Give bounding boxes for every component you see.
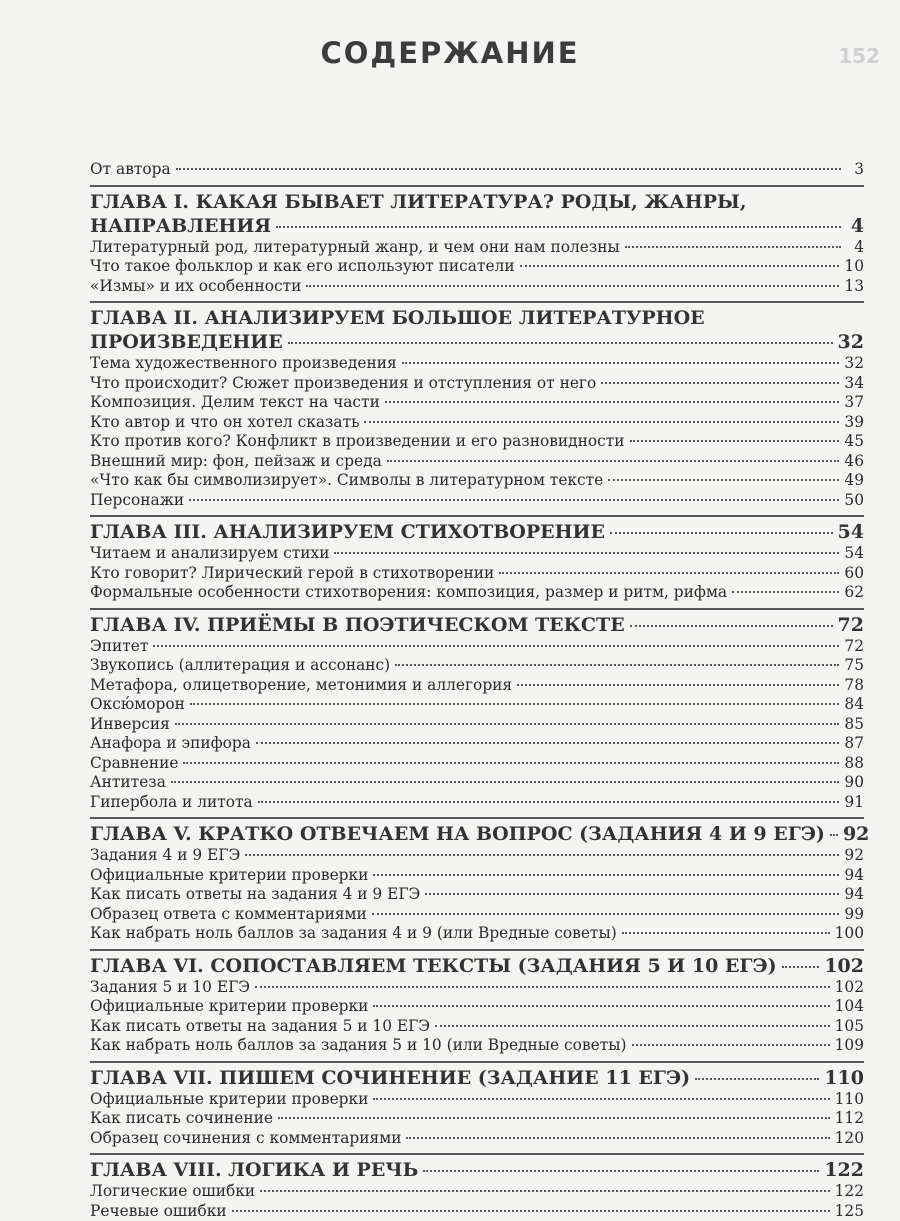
toc-entry[interactable] [90,374,864,394]
toc-entry-label: Гипербола и литота [90,793,253,813]
toc-entry[interactable] [90,1109,864,1129]
chapter-divider [90,949,864,951]
toc-entry-label: Официальные критерии проверки [90,997,368,1017]
toc-entry-label: Кто против кого? Конфликт в произведении и его разновидности [90,432,625,452]
dot-leader [517,684,839,686]
toc-entry-label: Официальные критерии проверки [90,1090,368,1110]
toc-page-number: 110 [835,1090,864,1110]
toc-entry-label: Инверсия [90,715,170,735]
chapter-divider [90,817,864,819]
toc-entry-label: Задания 4 и 9 ЕГЭ [90,846,240,866]
toc-entry-label: Внешний мир: фон, пейзаж и среда [90,452,382,472]
dot-leader [373,1098,829,1100]
toc-entry[interactable] [90,866,864,886]
dot-leader [258,801,840,803]
toc-page-number: 91 [844,793,864,813]
dot-leader [601,382,839,384]
toc-entry-label: От автора [90,160,171,180]
dot-leader [372,913,840,915]
toc-entry[interactable] [90,1036,864,1056]
toc-entry[interactable] [90,793,864,813]
toc-entry[interactable] [90,413,864,433]
toc-page-number: 32 [844,354,864,374]
toc-entry[interactable] [90,637,864,657]
toc-entry[interactable] [90,1202,864,1221]
toc-entry-label: ГЛАВА V. КРАТКО ОТВЕЧАЕМ НА ВОПРОС (ЗАДАНИЯ 4 И 9 ЕГЭ) [90,822,825,846]
toc-entry[interactable] [90,452,864,472]
toc-entry[interactable] [90,564,864,584]
toc-entry[interactable] [90,471,864,491]
toc-entry-label: Тема художественного произведения [90,354,397,374]
toc-entry-label: ГЛАВА III. АНАЛИЗИРУЕМ СТИХОТВОРЕНИЕ [90,520,605,544]
dot-leader [245,854,839,856]
toc-page-number: 99 [844,905,864,925]
toc-page-number: 88 [844,754,864,774]
toc-page-number: 84 [844,695,864,715]
dot-leader [782,966,820,968]
toc-entry-label: Логические ошибки [90,1182,255,1202]
toc-entry[interactable] [90,354,864,374]
dot-leader [520,265,840,267]
toc-entry-label: «Измы» и их особенности [90,277,301,297]
toc-entry-label: Как набрать ноль баллов за задания 4 и 9 (или Вредные советы) [90,924,617,944]
toc-entry-label: Звукопись (аллитерация и ассонанс) [90,656,390,676]
toc-chapter-heading[interactable] [90,520,864,544]
toc-entry-label: Как писать ответы на задания 4 и 9 ЕГЭ [90,885,420,905]
toc-entry-label: «Что как бы символизирует». Символы в литературном тексте [90,471,603,491]
toc-entry-label: Как писать сочинение [90,1109,273,1129]
toc-entry-label: Кто говорит? Лирический герой в стихотворении [90,564,494,584]
toc-entry-label: Кто автор и что он хотел сказать [90,413,359,433]
toc-page-number: 50 [844,491,864,511]
toc-entry[interactable] [90,695,864,715]
toc-entry[interactable] [90,432,864,452]
dot-leader [260,1190,829,1192]
toc-entry-label: Литературный род, литературный жанр, и чем они нам полезны [90,238,620,258]
toc-entry-label: Метафора, олицетворение, метонимия и аллегория [90,676,512,696]
toc-entry[interactable] [90,1090,864,1110]
dot-leader [402,362,840,364]
dot-leader [183,762,839,764]
dot-leader [255,986,830,988]
toc-chapter-heading[interactable] [90,954,864,978]
toc-entry[interactable] [90,846,864,866]
toc-entry-label: Оксю́морон [90,695,185,715]
toc-page-number: 4 [846,238,864,258]
chapter-divider [90,1061,864,1063]
dot-leader [364,421,839,423]
dot-leader [625,246,841,248]
toc-entry[interactable] [90,491,864,511]
dot-leader [387,460,840,462]
toc-entry-label: Как набрать ноль баллов за задания 5 и 10 (или Вредные советы) [90,1036,627,1056]
dot-leader [622,932,830,934]
toc-entry-label: Персонажи [90,491,184,511]
toc-page-number: 34 [844,374,864,394]
toc-entry-label: Что такое фольклор и как его используют писатели [90,257,515,277]
toc-entry-label: Читаем и анализируем стихи [90,544,329,564]
toc-entry-label: Речевые ошибки [90,1202,227,1221]
toc-page-number: 105 [835,1017,864,1037]
toc-page-number: 94 [844,885,864,905]
dot-leader [406,1137,829,1139]
toc-page-number: 60 [844,564,864,584]
toc-page-number: 39 [844,413,864,433]
toc-page-number: 37 [844,393,864,413]
toc-entry[interactable] [90,754,864,774]
dot-leader [630,440,840,442]
toc-page-number: 13 [844,277,864,297]
dot-leader [373,1005,829,1007]
toc-entry[interactable] [90,885,864,905]
toc-page-number: 72 [844,637,864,657]
toc-entry[interactable] [90,583,864,603]
toc-page-number: 125 [835,1202,864,1221]
toc-page-number: 46 [844,452,864,472]
toc-page-number: 75 [844,656,864,676]
chapter-divider [90,515,864,517]
toc-page-number: 3 [846,160,864,180]
toc-page-number: 122 [835,1182,864,1202]
dot-leader [630,625,833,627]
toc-chapter-heading[interactable] [90,1158,864,1182]
toc-entry[interactable] [90,773,864,793]
dot-leader [435,1025,830,1027]
toc-page-number: 72 [838,613,864,637]
toc-page-number: 110 [824,1066,864,1090]
toc-entry-label: Сравнение [90,754,178,774]
toc-chapter-heading[interactable] [90,613,864,637]
toc-entry-label: Образец сочинения с комментариями [90,1129,401,1149]
dot-leader [373,874,839,876]
toc-chapter-heading[interactable] [90,1066,864,1090]
toc-page-number: 92 [844,846,864,866]
toc-page-number: 54 [844,544,864,564]
toc-entry-label: Образец ответа с комментариями [90,905,367,925]
toc-page-number: 112 [835,1109,864,1129]
toc-page-number: 62 [844,583,864,603]
dot-leader [695,1078,819,1080]
toc-entry-label: Композиция. Делим текст на части [90,393,380,413]
dot-leader [830,834,838,836]
toc-entry-label: Антитеза [90,773,166,793]
toc-entry[interactable] [90,924,864,944]
toc-entry-label: ГЛАВА VII. ПИШЕМ СОЧИНЕНИЕ (ЗАДАНИЕ 11 ЕГЭ) [90,1066,690,1090]
toc-page-number: 109 [835,1036,864,1056]
toc-entry-label: Формальные особенности стихотворения: композиция, размер и ритм, рифма [90,583,727,603]
chapter-heading-line[interactable]: ГЛАВА I. КАКАЯ БЫВАЕТ ЛИТЕРАТУРА? РОДЫ, ЖАНРЫ, [90,190,864,214]
toc-page-number: 94 [844,866,864,886]
toc-entry[interactable] [90,1182,864,1202]
toc-page-number: 102 [835,978,864,998]
toc-page-number: 92 [843,822,869,846]
dot-leader [256,742,839,744]
dot-leader [499,572,839,574]
toc-entry[interactable] [90,393,864,413]
toc-page-number: 78 [844,676,864,696]
toc-chapter-heading[interactable] [90,330,864,354]
toc-entry-label: Как писать ответы на задания 5 и 10 ЕГЭ [90,1017,430,1037]
toc-entry-label: Официальные критерии проверки [90,866,368,886]
toc-page-number: 90 [844,773,864,793]
toc-page-number: 100 [835,924,864,944]
dot-leader [306,285,839,287]
dot-leader [153,645,839,647]
dot-leader [425,893,839,895]
toc-page-number: 54 [838,520,864,544]
toc-entry-label: ГЛАВА VI. СОПОСТАВЛЯЕМ ТЕКСТЫ (ЗАДАНИЯ 5 И 10 ЕГЭ) [90,954,777,978]
chapter-divider [90,1153,864,1155]
dot-leader [732,591,839,593]
toc-entry[interactable] [90,715,864,735]
table-of-contents [90,160,864,1221]
toc-entry-label: НАПРАВЛЕНИЯ [90,214,271,238]
toc-entry[interactable] [90,238,864,258]
toc-entry[interactable] [90,277,864,297]
toc-page-number: 104 [835,997,864,1017]
dot-leader [610,532,833,534]
dot-leader [632,1044,830,1046]
chapter-heading-line[interactable]: ГЛАВА II. АНАЛИЗИРУЕМ БОЛЬШОЕ ЛИТЕРАТУРНОЕ [90,306,864,330]
toc-page-number: 120 [835,1129,864,1149]
page-title: СОДЕРЖАНИЕ [0,36,900,70]
chapter-divider [90,185,864,187]
toc-page-number: 32 [838,330,864,354]
chapter-divider [90,301,864,303]
toc-entry[interactable] [90,1017,864,1037]
dot-leader [385,401,840,403]
toc-page-number: 10 [844,257,864,277]
dot-leader [176,168,841,170]
toc-entry[interactable] [90,1129,864,1149]
toc-page-number: 102 [824,954,864,978]
toc-page-number: 4 [846,214,864,238]
toc-entry-label: Анафора и эпифора [90,734,251,754]
dot-leader [171,781,840,783]
chapter-divider [90,608,864,610]
dot-leader [175,723,840,725]
toc-chapter-heading[interactable] [90,822,864,846]
toc-entry-label: Эпитет [90,637,148,657]
dot-leader [278,1117,830,1119]
dot-leader [276,226,841,228]
toc-entry-label: Задания 5 и 10 ЕГЭ [90,978,250,998]
toc-entry-label: Что происходит? Сюжет произведения и отступления от него [90,374,596,394]
toc-entry[interactable] [90,997,864,1017]
dot-leader [395,664,839,666]
toc-entry[interactable] [90,676,864,696]
toc-entry-label: ГЛАВА IV. ПРИЁМЫ В ПОЭТИЧЕСКОМ ТЕКСТЕ [90,613,625,637]
toc-entry[interactable] [90,905,864,925]
dot-leader [423,1170,819,1172]
toc-entry[interactable] [90,978,864,998]
dot-leader [334,552,839,554]
toc-entry-label: ПРОИЗВЕДЕНИЕ [90,330,283,354]
toc-page-number: 45 [844,432,864,452]
dot-leader [190,703,840,705]
dot-leader [189,499,839,501]
dot-leader [608,479,839,481]
toc-chapter-heading[interactable] [90,214,864,238]
toc-page-number: 122 [824,1158,864,1182]
bleed-page-number: 152 [838,44,880,68]
toc-entry[interactable] [90,656,864,676]
toc-page-number: 85 [844,715,864,735]
dot-leader [288,342,833,344]
toc-page-number: 49 [844,471,864,491]
toc-entry-preface[interactable] [90,160,864,180]
toc-entry[interactable] [90,544,864,564]
toc-entry[interactable] [90,257,864,277]
toc-entry[interactable] [90,734,864,754]
toc-entry-label: ГЛАВА VIII. ЛОГИКА И РЕЧЬ [90,1158,418,1182]
dot-leader [232,1210,830,1212]
toc-page-number: 87 [844,734,864,754]
